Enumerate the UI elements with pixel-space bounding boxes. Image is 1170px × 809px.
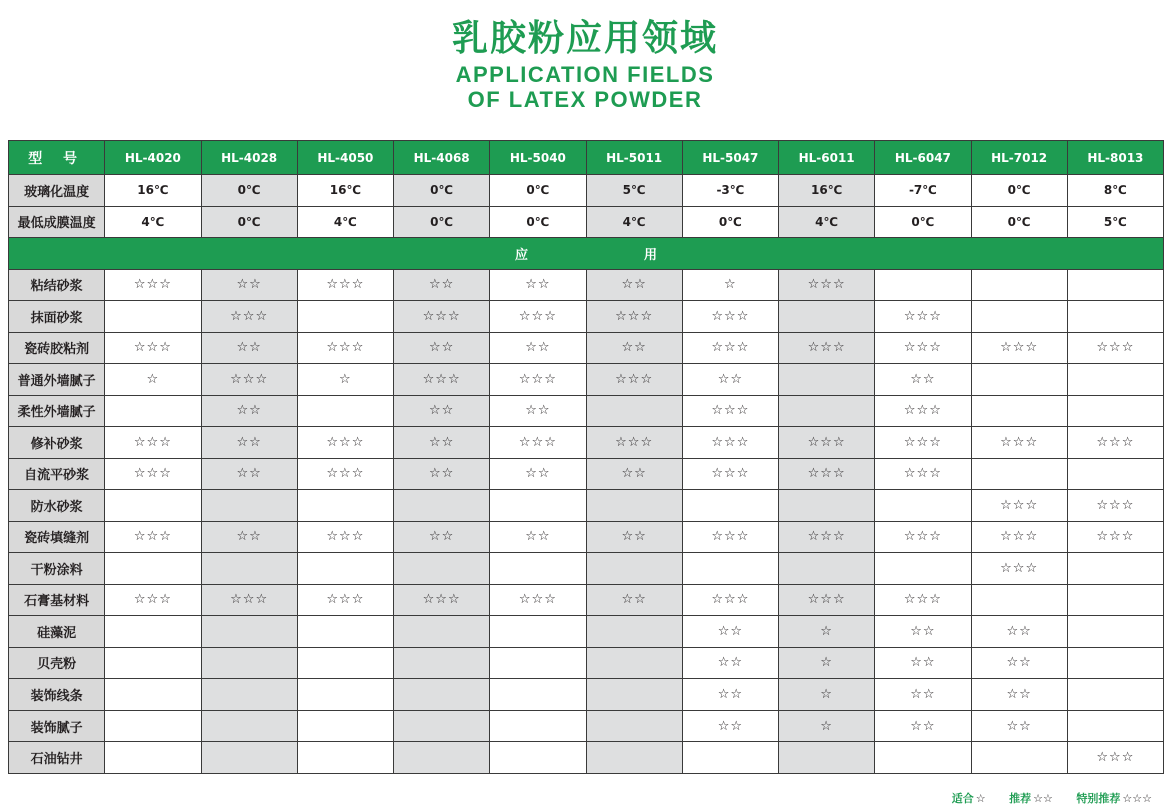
rating-cell: ☆☆☆ bbox=[586, 301, 682, 333]
rating-cell: ☆☆ bbox=[682, 616, 778, 648]
rating-cell: ☆☆ bbox=[971, 616, 1067, 648]
rating-cell bbox=[297, 647, 393, 679]
rating-cell: ☆☆ bbox=[394, 269, 490, 301]
application-label: 防水砂浆 bbox=[9, 490, 105, 522]
rating-cell bbox=[1067, 364, 1163, 396]
rating-cell: ☆ bbox=[682, 269, 778, 301]
legend-special-stars: ☆☆☆ bbox=[1122, 792, 1152, 805]
rating-cell bbox=[394, 742, 490, 774]
rating-cell bbox=[297, 679, 393, 711]
rating-cell bbox=[394, 490, 490, 522]
property-value-cell: 5℃ bbox=[1067, 206, 1163, 238]
rating-cell bbox=[490, 647, 586, 679]
rating-cell: ☆☆☆ bbox=[105, 269, 201, 301]
model-header-hl-5040: HL-5040 bbox=[490, 141, 586, 175]
application-label: 干粉涂料 bbox=[9, 553, 105, 585]
rating-cell: ☆☆☆ bbox=[779, 584, 875, 616]
rating-cell bbox=[1067, 269, 1163, 301]
rating-cell bbox=[490, 490, 586, 522]
legend-special-label: 特别推荐 bbox=[1076, 792, 1121, 805]
application-label: 普通外墙腻子 bbox=[9, 364, 105, 396]
rating-cell: ☆☆ bbox=[586, 332, 682, 364]
rating-cell: ☆☆☆ bbox=[779, 458, 875, 490]
rating-cell bbox=[971, 584, 1067, 616]
header-row bbox=[9, 141, 1164, 175]
application-label: 抹面砂浆 bbox=[9, 301, 105, 333]
application-row bbox=[9, 490, 1164, 522]
rating-cell: ☆☆ bbox=[394, 521, 490, 553]
rating-cell: ☆☆☆ bbox=[394, 301, 490, 333]
rating-cell: ☆☆☆ bbox=[490, 427, 586, 459]
application-label: 修补砂浆 bbox=[9, 427, 105, 459]
rating-cell bbox=[105, 742, 201, 774]
application-row bbox=[9, 458, 1164, 490]
rating-cell: ☆ bbox=[779, 647, 875, 679]
rating-cell bbox=[105, 395, 201, 427]
legend-suitable-stars: ☆ bbox=[975, 792, 986, 805]
rating-cell: ☆☆☆ bbox=[779, 332, 875, 364]
rating-cell: ☆☆ bbox=[875, 647, 971, 679]
rating-cell: ☆☆ bbox=[394, 427, 490, 459]
rating-cell bbox=[875, 742, 971, 774]
rating-cell bbox=[1067, 301, 1163, 333]
rating-cell bbox=[586, 553, 682, 585]
rating-cell bbox=[105, 553, 201, 585]
rating-cell: ☆☆☆ bbox=[105, 521, 201, 553]
section-row bbox=[9, 238, 1164, 270]
rating-cell bbox=[1067, 395, 1163, 427]
rating-cell bbox=[201, 710, 297, 742]
rating-cell bbox=[971, 742, 1067, 774]
page-title-en-line2: OF LATEX POWDER bbox=[467, 87, 703, 112]
application-label: 装饰线条 bbox=[9, 679, 105, 711]
rating-cell bbox=[875, 490, 971, 522]
rating-cell: ☆☆☆ bbox=[682, 521, 778, 553]
page-title-en-line1: APPLICATION FIELDS bbox=[455, 62, 715, 87]
rating-cell bbox=[297, 490, 393, 522]
rating-cell: ☆ bbox=[779, 616, 875, 648]
rating-cell bbox=[586, 647, 682, 679]
property-value-cell: 0℃ bbox=[875, 206, 971, 238]
application-row bbox=[9, 616, 1164, 648]
rating-cell bbox=[586, 679, 682, 711]
rating-cell bbox=[779, 553, 875, 585]
property-value-cell: 0℃ bbox=[394, 206, 490, 238]
rating-cell: ☆☆☆ bbox=[875, 395, 971, 427]
rating-cell bbox=[586, 710, 682, 742]
rating-cell bbox=[297, 616, 393, 648]
rating-cell: ☆☆☆ bbox=[490, 301, 586, 333]
legend-special bbox=[1076, 792, 1152, 805]
rating-cell: ☆☆☆ bbox=[875, 301, 971, 333]
rating-cell: ☆☆☆ bbox=[105, 458, 201, 490]
rating-cell: ☆☆ bbox=[875, 679, 971, 711]
rating-cell: ☆☆☆ bbox=[1067, 332, 1163, 364]
rating-cell: ☆☆☆ bbox=[875, 458, 971, 490]
rating-cell: ☆☆☆ bbox=[297, 269, 393, 301]
property-value-cell: 4℃ bbox=[105, 206, 201, 238]
rating-cell: ☆☆ bbox=[875, 710, 971, 742]
property-value-cell: -7℃ bbox=[875, 175, 971, 207]
application-label: 贝壳粉 bbox=[9, 647, 105, 679]
rating-cell bbox=[971, 269, 1067, 301]
property-value-cell: 4℃ bbox=[586, 206, 682, 238]
rating-cell: ☆ bbox=[779, 679, 875, 711]
rating-cell bbox=[201, 647, 297, 679]
rating-cell: ☆☆ bbox=[201, 395, 297, 427]
rating-cell: ☆☆☆ bbox=[1067, 521, 1163, 553]
rating-cell: ☆☆☆ bbox=[201, 301, 297, 333]
property-value-cell: 4℃ bbox=[297, 206, 393, 238]
rating-cell bbox=[105, 647, 201, 679]
application-row bbox=[9, 332, 1164, 364]
rating-cell bbox=[779, 395, 875, 427]
application-row bbox=[9, 710, 1164, 742]
rating-cell bbox=[1067, 584, 1163, 616]
application-row bbox=[9, 301, 1164, 333]
rating-cell bbox=[490, 742, 586, 774]
rating-cell bbox=[971, 301, 1067, 333]
property-value-cell: 16℃ bbox=[779, 175, 875, 207]
rating-cell bbox=[490, 553, 586, 585]
rating-cell: ☆☆ bbox=[394, 458, 490, 490]
rating-cell bbox=[105, 710, 201, 742]
rating-cell bbox=[682, 553, 778, 585]
rating-cell bbox=[779, 301, 875, 333]
rating-cell: ☆☆☆ bbox=[682, 584, 778, 616]
rating-cell bbox=[105, 301, 201, 333]
rating-cell: ☆☆☆ bbox=[682, 301, 778, 333]
rating-cell bbox=[297, 742, 393, 774]
rating-cell bbox=[971, 364, 1067, 396]
rating-cell bbox=[682, 490, 778, 522]
rating-cell: ☆☆☆ bbox=[297, 584, 393, 616]
property-label: 最低成膜温度 bbox=[9, 206, 105, 238]
legend-suitable-label: 适合 bbox=[951, 792, 974, 805]
rating-cell: ☆☆ bbox=[490, 269, 586, 301]
rating-cell: ☆☆☆ bbox=[586, 427, 682, 459]
page-title-en bbox=[0, 62, 1170, 112]
application-table bbox=[8, 140, 1164, 774]
property-value-cell: 0℃ bbox=[490, 175, 586, 207]
rating-cell bbox=[105, 490, 201, 522]
property-value-cell: 8℃ bbox=[1067, 175, 1163, 207]
rating-cell: ☆☆ bbox=[490, 458, 586, 490]
rating-cell: ☆☆ bbox=[875, 364, 971, 396]
rating-cell: ☆☆ bbox=[490, 395, 586, 427]
section-word: 应 bbox=[514, 247, 528, 263]
rating-cell: ☆☆☆ bbox=[779, 269, 875, 301]
section-header bbox=[9, 238, 1164, 270]
application-label: 石油钻井 bbox=[9, 742, 105, 774]
rating-cell: ☆☆☆ bbox=[1067, 427, 1163, 459]
rating-cell: ☆☆ bbox=[971, 647, 1067, 679]
model-header-hl-4050: HL-4050 bbox=[297, 141, 393, 175]
rating-cell bbox=[586, 616, 682, 648]
rating-cell: ☆☆☆ bbox=[875, 584, 971, 616]
legend bbox=[932, 790, 1152, 806]
rating-cell: ☆☆ bbox=[682, 679, 778, 711]
property-value-cell: 16℃ bbox=[297, 175, 393, 207]
rating-cell: ☆☆ bbox=[971, 710, 1067, 742]
rating-cell: ☆ bbox=[779, 710, 875, 742]
rating-cell: ☆☆☆ bbox=[779, 427, 875, 459]
rating-cell: ☆☆☆ bbox=[201, 584, 297, 616]
rating-cell bbox=[105, 616, 201, 648]
rating-cell bbox=[297, 301, 393, 333]
rating-cell: ☆☆ bbox=[201, 521, 297, 553]
rating-cell: ☆☆ bbox=[201, 269, 297, 301]
rating-cell bbox=[586, 742, 682, 774]
application-label: 粘结砂浆 bbox=[9, 269, 105, 301]
application-row bbox=[9, 553, 1164, 585]
rating-cell bbox=[1067, 647, 1163, 679]
application-label: 装饰腻子 bbox=[9, 710, 105, 742]
rating-cell: ☆☆ bbox=[201, 427, 297, 459]
rating-cell: ☆ bbox=[105, 364, 201, 396]
rating-cell bbox=[297, 553, 393, 585]
section-word: 用 bbox=[644, 247, 658, 263]
rating-cell: ☆☆ bbox=[682, 710, 778, 742]
model-header-hl-4020: HL-4020 bbox=[105, 141, 201, 175]
rating-cell bbox=[394, 710, 490, 742]
model-header-hl-5011: HL-5011 bbox=[586, 141, 682, 175]
property-label: 玻璃化温度 bbox=[9, 175, 105, 207]
application-label: 自流平砂浆 bbox=[9, 458, 105, 490]
rating-cell: ☆☆☆ bbox=[297, 332, 393, 364]
model-header-hl-6047: HL-6047 bbox=[875, 141, 971, 175]
property-value-cell: 0℃ bbox=[971, 206, 1067, 238]
rating-cell: ☆☆☆ bbox=[682, 458, 778, 490]
application-row bbox=[9, 647, 1164, 679]
rating-cell: ☆☆☆ bbox=[779, 521, 875, 553]
rating-cell bbox=[105, 679, 201, 711]
rating-cell: ☆☆☆ bbox=[875, 332, 971, 364]
rating-cell: ☆☆☆ bbox=[105, 427, 201, 459]
property-value-cell: 16℃ bbox=[105, 175, 201, 207]
rating-cell bbox=[490, 679, 586, 711]
property-value-cell: 0℃ bbox=[394, 175, 490, 207]
property-value-cell: 0℃ bbox=[971, 175, 1067, 207]
rating-cell bbox=[1067, 458, 1163, 490]
model-header-hl-4068: HL-4068 bbox=[394, 141, 490, 175]
rating-cell: ☆☆☆ bbox=[971, 521, 1067, 553]
application-row bbox=[9, 521, 1164, 553]
rating-cell: ☆☆☆ bbox=[586, 364, 682, 396]
rating-cell: ☆☆ bbox=[586, 269, 682, 301]
rating-cell: ☆☆ bbox=[490, 521, 586, 553]
model-header-hl-8013: HL-8013 bbox=[1067, 141, 1163, 175]
rating-cell: ☆☆☆ bbox=[682, 427, 778, 459]
application-label: 石膏基材料 bbox=[9, 584, 105, 616]
application-row bbox=[9, 427, 1164, 459]
rating-cell bbox=[201, 616, 297, 648]
rating-cell bbox=[971, 458, 1067, 490]
rating-cell bbox=[1067, 710, 1163, 742]
rating-cell bbox=[201, 679, 297, 711]
rating-cell bbox=[586, 490, 682, 522]
rating-cell: ☆☆☆ bbox=[105, 332, 201, 364]
legend-recommended bbox=[1009, 792, 1053, 805]
rating-cell: ☆☆☆ bbox=[297, 458, 393, 490]
model-header-hl-6011: HL-6011 bbox=[779, 141, 875, 175]
rating-cell: ☆☆☆ bbox=[682, 395, 778, 427]
rating-cell: ☆☆ bbox=[201, 458, 297, 490]
rating-cell bbox=[682, 742, 778, 774]
rating-cell: ☆☆ bbox=[682, 647, 778, 679]
property-row bbox=[9, 175, 1164, 207]
application-row bbox=[9, 364, 1164, 396]
rating-cell: ☆☆☆ bbox=[971, 427, 1067, 459]
rating-cell bbox=[394, 616, 490, 648]
property-value-cell: -3℃ bbox=[682, 175, 778, 207]
rating-cell bbox=[394, 647, 490, 679]
rating-cell: ☆☆☆ bbox=[875, 521, 971, 553]
table-body bbox=[9, 175, 1164, 774]
rating-cell: ☆☆ bbox=[971, 679, 1067, 711]
rating-cell: ☆☆ bbox=[586, 521, 682, 553]
rating-cell bbox=[297, 395, 393, 427]
rating-cell: ☆☆☆ bbox=[971, 332, 1067, 364]
rating-cell: ☆☆☆ bbox=[1067, 490, 1163, 522]
rating-cell bbox=[490, 710, 586, 742]
legend-recommended-stars: ☆☆ bbox=[1033, 792, 1053, 805]
property-value-cell: 0℃ bbox=[490, 206, 586, 238]
model-header-hl-7012: HL-7012 bbox=[971, 141, 1067, 175]
rating-cell: ☆☆ bbox=[394, 395, 490, 427]
property-value-cell: 0℃ bbox=[201, 206, 297, 238]
rating-cell bbox=[779, 742, 875, 774]
rating-cell bbox=[875, 269, 971, 301]
model-header-hl-5047: HL-5047 bbox=[682, 141, 778, 175]
rating-cell bbox=[490, 616, 586, 648]
rating-cell: ☆☆☆ bbox=[201, 364, 297, 396]
rating-cell: ☆ bbox=[297, 364, 393, 396]
legend-suitable bbox=[952, 792, 986, 805]
application-row bbox=[9, 679, 1164, 711]
rating-cell: ☆☆☆ bbox=[394, 584, 490, 616]
rating-cell: ☆☆ bbox=[682, 364, 778, 396]
rating-cell: ☆☆ bbox=[586, 458, 682, 490]
application-row bbox=[9, 584, 1164, 616]
rating-cell bbox=[1067, 679, 1163, 711]
rating-cell: ☆☆☆ bbox=[875, 427, 971, 459]
rating-cell bbox=[201, 553, 297, 585]
property-value-cell: 4℃ bbox=[779, 206, 875, 238]
rating-cell bbox=[297, 710, 393, 742]
application-row bbox=[9, 395, 1164, 427]
rating-cell: ☆☆ bbox=[394, 332, 490, 364]
application-label: 瓷砖填缝剂 bbox=[9, 521, 105, 553]
rating-cell: ☆☆ bbox=[201, 332, 297, 364]
rating-cell bbox=[875, 553, 971, 585]
rating-cell: ☆☆☆ bbox=[394, 364, 490, 396]
property-row bbox=[9, 206, 1164, 238]
rating-cell: ☆☆☆ bbox=[971, 553, 1067, 585]
application-label: 柔性外墙腻子 bbox=[9, 395, 105, 427]
application-row bbox=[9, 269, 1164, 301]
rating-cell: ☆☆☆ bbox=[105, 584, 201, 616]
rating-cell bbox=[394, 553, 490, 585]
property-value-cell: 5℃ bbox=[586, 175, 682, 207]
rating-cell: ☆☆☆ bbox=[682, 332, 778, 364]
rating-cell bbox=[779, 490, 875, 522]
rating-cell: ☆☆☆ bbox=[297, 521, 393, 553]
rating-cell bbox=[201, 742, 297, 774]
rating-cell: ☆☆☆ bbox=[297, 427, 393, 459]
rating-cell bbox=[971, 395, 1067, 427]
rating-cell: ☆☆ bbox=[586, 584, 682, 616]
model-header-label: 型 号 bbox=[9, 141, 105, 175]
property-value-cell: 0℃ bbox=[201, 175, 297, 207]
rating-cell bbox=[586, 395, 682, 427]
rating-cell bbox=[394, 679, 490, 711]
rating-cell: ☆☆☆ bbox=[490, 364, 586, 396]
rating-cell: ☆☆☆ bbox=[1067, 742, 1163, 774]
rating-cell bbox=[1067, 616, 1163, 648]
rating-cell bbox=[1067, 553, 1163, 585]
rating-cell: ☆☆ bbox=[875, 616, 971, 648]
rating-cell: ☆☆☆ bbox=[490, 584, 586, 616]
rating-cell: ☆☆ bbox=[490, 332, 586, 364]
application-label: 瓷砖胶粘剂 bbox=[9, 332, 105, 364]
rating-cell bbox=[201, 490, 297, 522]
application-label: 硅藻泥 bbox=[9, 616, 105, 648]
property-value-cell: 0℃ bbox=[682, 206, 778, 238]
rating-cell: ☆☆☆ bbox=[971, 490, 1067, 522]
legend-recommended-label: 推荐 bbox=[1009, 792, 1032, 805]
page-title-cn: 乳胶粉应用领域 bbox=[451, 18, 718, 59]
application-row bbox=[9, 742, 1164, 774]
rating-cell bbox=[779, 364, 875, 396]
model-header-hl-4028: HL-4028 bbox=[201, 141, 297, 175]
